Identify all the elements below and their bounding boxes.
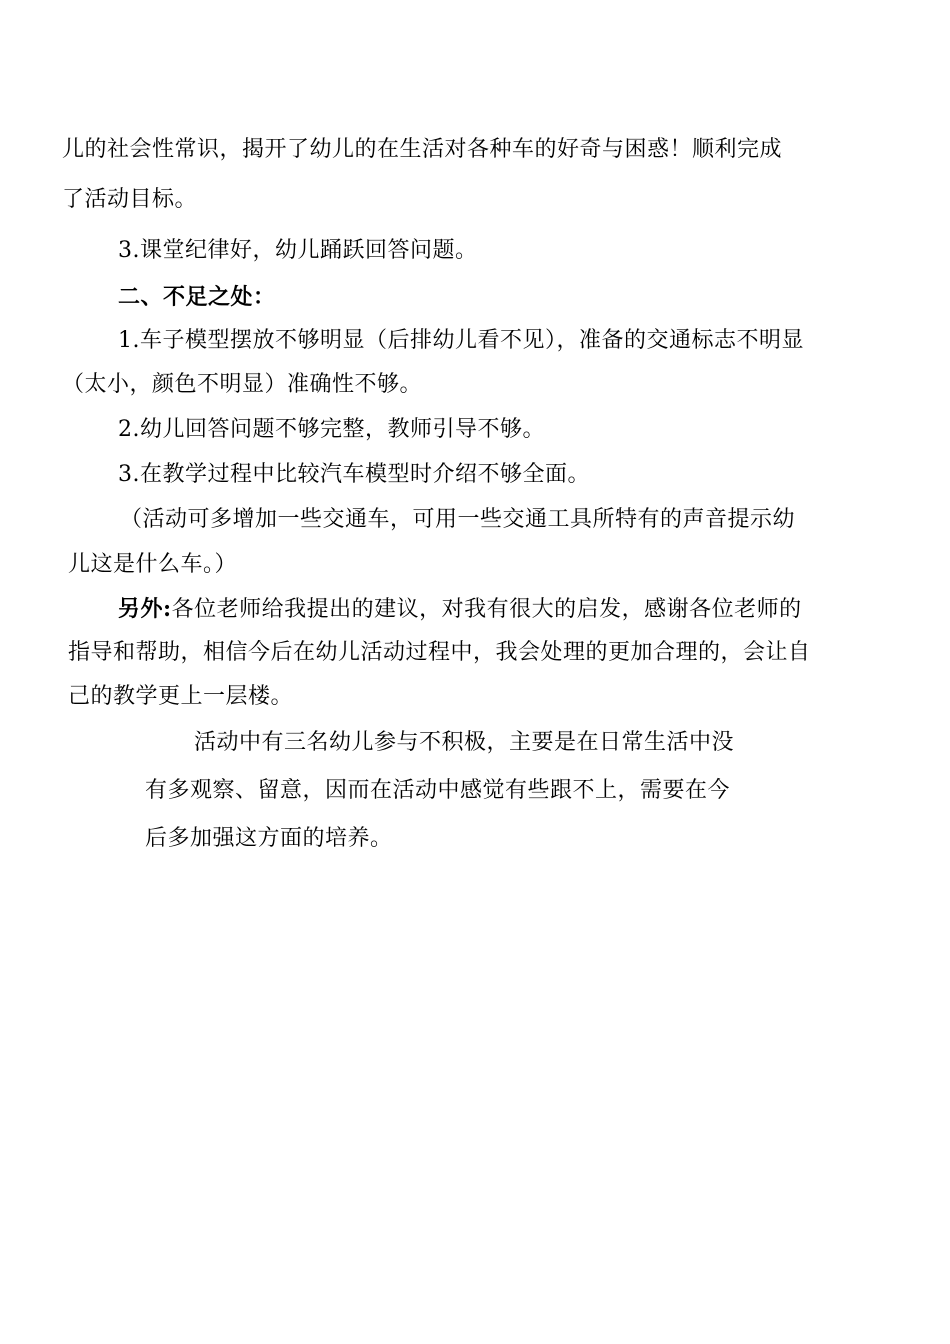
reflection-line-2: 有多观察、留意，因而在活动中感觉有些跟不上，需要在今 [145,778,731,803]
additional-label: 另外: [118,596,172,622]
point-3: 3.课堂纪律好，幼儿踊跃回答问题。 [118,238,478,263]
reflection-line-3: 后多加强这方面的培养。 [145,826,393,851]
additional-line-2: 指导和帮助，相信今后在幼儿活动过程中，我会处理的更加合理的，会让自 [68,640,811,665]
section-heading-shortcomings: 二、不足之处： [118,284,276,310]
suggestion-note-line-1: （活动可多增加一些交通车，可用一些交通工具所特有的声音提示幼 [120,507,796,532]
shortcoming-3: 3.在教学过程中比较汽车模型时介绍不够全面。 [118,462,590,487]
intro-line-1: 儿的社会性常识，揭开了幼儿的在生活对各种车的好奇与困惑！顺利完成 [62,137,783,162]
intro-line-2: 了活动目标。 [62,187,198,212]
suggestion-note-line-2: 儿这是什么车。） [68,552,238,577]
additional-line-3: 己的教学更上一层楼。 [68,684,294,709]
shortcoming-1-line-2: （太小，颜色不明显）准确性不够。 [62,372,423,397]
shortcoming-2: 2.幼儿回答问题不够完整，教师引导不够。 [118,417,545,442]
additional-line-1 [118,594,802,625]
additional-line-1-text: 各位老师给我提出的建议，对我有很大的启发，感谢各位老师的 [171,597,802,622]
shortcoming-1-line-1: 1.车子模型摆放不够明显（后排幼儿看不见），准备的交通标志不明显 [118,328,804,353]
reflection-line-1: 活动中有三名幼儿参与不积极，主要是在日常生活中没 [194,730,735,755]
